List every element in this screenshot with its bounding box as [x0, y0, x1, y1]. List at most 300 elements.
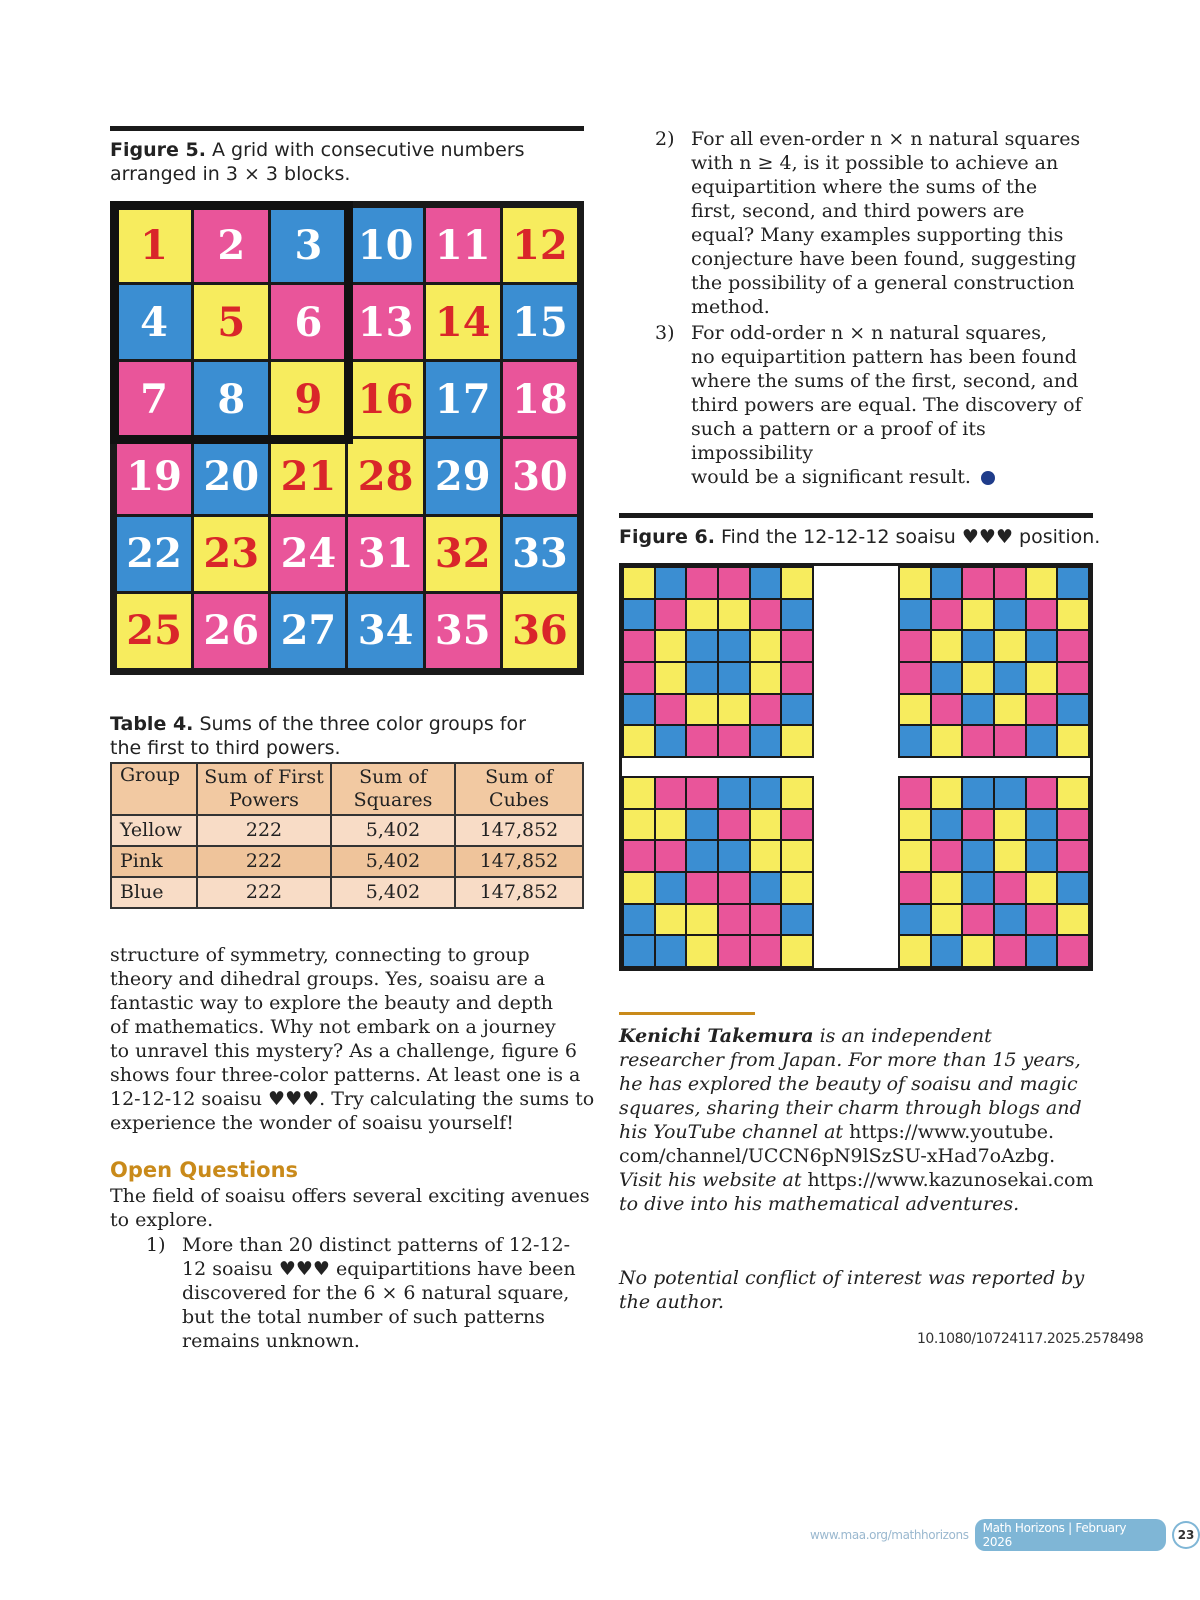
figure6-caption: [619, 525, 1109, 549]
pattern-cell: [687, 841, 717, 871]
pattern-cell: [656, 841, 686, 871]
pattern-cell: [782, 568, 812, 598]
list-item-text: [182, 1233, 576, 1353]
pattern-grid-bottom-left: [622, 776, 814, 968]
pattern-cell: [932, 663, 962, 693]
pattern-cell: [751, 663, 781, 693]
text-line: of mathematics. Why not embark on a journey: [110, 1016, 556, 1038]
pattern-grid-top-right: [898, 566, 1090, 758]
pattern-cell: [900, 873, 930, 903]
text-line: the possibility of a general construction: [691, 272, 1075, 294]
note-text: No potential conflict of interest was reported by: [619, 1267, 1085, 1289]
pattern-cell: [932, 695, 962, 725]
pattern-cell: [751, 841, 781, 871]
grid-cell-34: 34: [348, 594, 422, 668]
footer-journal-badge: Math Horizons | February 2026: [975, 1519, 1167, 1551]
pattern-cell: [687, 726, 717, 756]
pattern-cell: [751, 695, 781, 725]
text-line: structure of symmetry, connecting to group: [110, 944, 530, 966]
grid-cell-19: 19: [117, 439, 191, 513]
pattern-cell: [624, 695, 654, 725]
pattern-cell: [1058, 726, 1088, 756]
website-link[interactable]: https://www.kazunosekai.com: [807, 1169, 1094, 1191]
pattern-cell: [687, 810, 717, 840]
pattern-cell: [719, 905, 749, 935]
text-line: third powers are equal. The discovery of: [691, 394, 1082, 416]
pattern-cell: [995, 905, 1025, 935]
grid-cell-6: 6: [271, 285, 345, 359]
pattern-cell: [687, 600, 717, 630]
pattern-cell: [719, 663, 749, 693]
pattern-cell: [1058, 936, 1088, 966]
pattern-cell: [782, 841, 812, 871]
pattern-cell: [995, 695, 1025, 725]
grid-cell-33: 33: [503, 517, 577, 591]
pattern-cell: [995, 600, 1025, 630]
pattern-cell: [687, 905, 717, 935]
doi-reference[interactable]: 10.1080/10724117.2025.2578498: [917, 1331, 1144, 1347]
list-item-text: [691, 127, 1080, 319]
pattern-cell: [1027, 778, 1057, 808]
table-cell: 222: [197, 846, 331, 877]
table4-header-row: [111, 763, 583, 815]
text-line: [619, 1120, 1119, 1144]
bio-text: to dive into his mathematical adventures.: [619, 1193, 1020, 1215]
text-line: equipartition where the sums of the: [691, 176, 1038, 198]
header-text: Powers: [229, 789, 299, 811]
pattern-cell: [900, 841, 930, 871]
pattern-cell: [656, 631, 686, 661]
pattern-cell: [624, 810, 654, 840]
footer-website-link[interactable]: www.maa.org/mathhorizons: [810, 1528, 969, 1542]
text-line: [619, 1266, 1119, 1290]
pattern-cell: [719, 873, 749, 903]
bio-text: researcher from Japan. For more than 15 years,: [619, 1049, 1081, 1071]
page-footer: [810, 1521, 1200, 1549]
pattern-cell: [963, 841, 993, 871]
pattern-cell: [963, 936, 993, 966]
figure5-caption-line1: A grid with consecutive numbers: [211, 139, 525, 161]
pattern-cell: [656, 695, 686, 725]
text-line: [619, 1192, 1119, 1216]
pattern-cell: [782, 726, 812, 756]
text-line: no equipartition pattern has been found: [691, 346, 1077, 368]
pattern-cell: [995, 778, 1025, 808]
pattern-cell: [1027, 810, 1057, 840]
pattern-cell: [1058, 600, 1088, 630]
table-cell: 147,852: [455, 877, 583, 908]
pattern-cell: [624, 841, 654, 871]
pattern-cell: [624, 663, 654, 693]
pattern-cell: [782, 695, 812, 725]
pattern-cell: [932, 778, 962, 808]
pattern-cell: [1058, 663, 1088, 693]
pattern-cell: [687, 568, 717, 598]
table-cell: 222: [197, 877, 331, 908]
pattern-cell: [1027, 873, 1057, 903]
pattern-cell: [1058, 778, 1088, 808]
text-line: [619, 1072, 1119, 1096]
grid-cell-5: 5: [194, 285, 268, 359]
grid-cell-15: 15: [503, 285, 577, 359]
grid-cell-7: 7: [117, 362, 191, 436]
pattern-cell: [1027, 695, 1057, 725]
table-row: [111, 815, 583, 846]
text-line: For all even-order n × n natural squares: [691, 128, 1081, 150]
pattern-cell: [719, 810, 749, 840]
text-line: [619, 1024, 1119, 1048]
pattern-cell: [624, 726, 654, 756]
text-line: [619, 1096, 1119, 1120]
pattern-cell: [719, 695, 749, 725]
text-line: 12 soaisu ♥♥♥ equipartitions have been: [182, 1258, 576, 1280]
grid-cell-20: 20: [194, 439, 268, 513]
pattern-cell: [995, 810, 1025, 840]
pattern-cell: [963, 726, 993, 756]
pattern-cell: [995, 663, 1025, 693]
grid-cell-2: 2: [194, 208, 268, 282]
pattern-cell: [963, 695, 993, 725]
grid-cell-25: 25: [117, 594, 191, 668]
pattern-cell: [1027, 726, 1057, 756]
pattern-cell: [782, 663, 812, 693]
figure5-caption-line2: arranged in 3 × 3 blocks.: [110, 163, 351, 185]
pattern-cell: [1027, 663, 1057, 693]
pattern-cell: [782, 600, 812, 630]
text-line: [691, 465, 1105, 489]
pattern-cell: [687, 663, 717, 693]
header-text: Sum of First: [204, 766, 324, 788]
pattern-cell: [963, 631, 993, 661]
pattern-cell: [963, 568, 993, 598]
grid-cell-23: 23: [194, 517, 268, 591]
pattern-cell: [1058, 568, 1088, 598]
page-number: 23: [1172, 1521, 1200, 1549]
grid-cell-14: 14: [426, 285, 500, 359]
text-line: More than 20 distinct patterns of 12-12-: [182, 1234, 571, 1256]
pattern-cell: [1058, 631, 1088, 661]
table4-label: Table 4.: [110, 713, 194, 735]
pattern-cell: [1027, 841, 1057, 871]
header-text: Group: [120, 764, 181, 786]
pattern-cell: [656, 810, 686, 840]
grid-cell-36: 36: [503, 594, 577, 668]
pattern-cell: [782, 905, 812, 935]
pattern-cell: [751, 631, 781, 661]
pattern-cell: [719, 600, 749, 630]
grid-cell-27: 27: [271, 594, 345, 668]
pattern-cell: [1058, 841, 1088, 871]
grid-cell-4: 4: [117, 285, 191, 359]
table-cell: 5,402: [331, 877, 455, 908]
table4-header-group: [111, 763, 197, 815]
table4-caption-line2: the first to third powers.: [110, 737, 341, 759]
text-line-end: would be a significant result.: [691, 466, 971, 488]
open-questions-intro: [110, 1184, 600, 1232]
pattern-cell: [932, 631, 962, 661]
pattern-cell: [932, 936, 962, 966]
pattern-cell: [656, 663, 686, 693]
pattern-cell: [1027, 936, 1057, 966]
figure5-top-rule: [110, 126, 584, 131]
text-line: [619, 1048, 1119, 1072]
open-question-3: [655, 321, 1105, 488]
pattern-cell: [932, 810, 962, 840]
text-line: such a pattern or a proof of its impossibility: [691, 418, 986, 464]
pattern-cell: [932, 568, 962, 598]
bio-text: he has explored the beauty of soaisu and magic: [619, 1073, 1078, 1095]
list-number: 3): [655, 322, 675, 344]
note-text: the author.: [619, 1291, 725, 1313]
grid-cell-17: 17: [426, 362, 500, 436]
text-line: [619, 1290, 1119, 1314]
pattern-cell: [963, 600, 993, 630]
table4-sums-table: [110, 762, 584, 909]
pattern-cell: [782, 873, 812, 903]
pattern-cell: [719, 726, 749, 756]
conflict-of-interest-note: [619, 1266, 1119, 1314]
text-line: [619, 1144, 1119, 1168]
header-text: Cubes: [489, 789, 549, 811]
grid-cell-8: 8: [194, 362, 268, 436]
table-cell: 147,852: [455, 846, 583, 877]
text-line: where the sums of the first, second, and: [691, 370, 1079, 392]
pattern-cell: [900, 568, 930, 598]
grid-cell-21: 21: [271, 439, 345, 513]
table-row: [111, 877, 583, 908]
pattern-cell: [900, 663, 930, 693]
grid-cell-11: 11: [426, 208, 500, 282]
pattern-cell: [624, 936, 654, 966]
pattern-cell: [900, 905, 930, 935]
table-cell: Yellow: [111, 815, 197, 846]
open-question-2: [655, 127, 1105, 327]
bio-text: Visit his website at: [619, 1169, 808, 1191]
pattern-cell: [719, 568, 749, 598]
grid-cell-9: 9: [271, 362, 345, 436]
pattern-cell: [995, 568, 1025, 598]
pattern-cell: [1027, 600, 1057, 630]
pattern-cell: [656, 600, 686, 630]
text-line: conjecture have been found, suggesting: [691, 248, 1077, 270]
author-bio: [619, 1024, 1119, 1216]
figure6-top-rule: [619, 513, 1093, 518]
pattern-cell: [719, 778, 749, 808]
list-item-text: [691, 321, 1105, 489]
pattern-cell: [900, 778, 930, 808]
pattern-cell: [656, 778, 686, 808]
pattern-cell: [751, 905, 781, 935]
pattern-cell: [1058, 873, 1088, 903]
grid-cell-16: 16: [348, 362, 422, 436]
pattern-cell: [687, 873, 717, 903]
pattern-cell: [1058, 905, 1088, 935]
text-line: For odd-order n × n natural squares,: [691, 322, 1048, 344]
pattern-cell: [624, 631, 654, 661]
table4-caption: [110, 712, 590, 760]
table4-caption-line1: Sums of the three color groups for: [199, 713, 526, 735]
pattern-cell: [751, 873, 781, 903]
pattern-cell: [687, 631, 717, 661]
figure5-caption: [110, 138, 590, 186]
bio-text: his YouTube channel at: [619, 1121, 850, 1143]
pattern-cell: [1027, 905, 1057, 935]
pattern-cell: [995, 631, 1025, 661]
pattern-cell: [900, 695, 930, 725]
grid-cell-29: 29: [426, 439, 500, 513]
text-line: experience the wonder of soaisu yourself!: [110, 1112, 514, 1134]
list-number: 1): [146, 1234, 166, 1256]
text-line: method.: [691, 296, 770, 318]
text-line: theory and dihedral groups. Yes, soaisu are a: [110, 968, 546, 990]
figure6-caption-text: Find the 12-12-12 soaisu ♥♥♥ position.: [720, 526, 1101, 548]
figure6-label: Figure 6.: [619, 526, 715, 548]
pattern-cell: [624, 905, 654, 935]
text-line: remains unknown.: [182, 1330, 360, 1352]
pattern-cell: [751, 936, 781, 966]
pattern-cell: [719, 936, 749, 966]
header-text: Squares: [353, 789, 433, 811]
text-line: with n ≥ 4, is it possible to achieve an: [691, 152, 1059, 174]
figure5-label: Figure 5.: [110, 139, 206, 161]
grid-cell-12: 12: [503, 208, 577, 282]
pattern-cell: [656, 873, 686, 903]
pattern-cell: [624, 600, 654, 630]
pattern-cell: [995, 726, 1025, 756]
grid-cell-18: 18: [503, 362, 577, 436]
pattern-cell: [656, 726, 686, 756]
pattern-cell: [900, 936, 930, 966]
text-line: equal? Many examples supporting this: [691, 224, 1064, 246]
pattern-cell: [995, 936, 1025, 966]
pattern-cell: [932, 726, 962, 756]
pattern-cell: [719, 841, 749, 871]
table-cell: 222: [197, 815, 331, 846]
pattern-cell: [782, 778, 812, 808]
list-number: 2): [655, 128, 675, 150]
grid-cell-28: 28: [348, 439, 422, 513]
grid-cell-3: 3: [271, 208, 345, 282]
pattern-cell: [751, 568, 781, 598]
table-cell: 5,402: [331, 815, 455, 846]
pattern-cell: [900, 631, 930, 661]
end-of-article-dot-icon: [981, 471, 995, 485]
text-line: The field of soaisu offers several exciting avenues: [110, 1185, 590, 1207]
pattern-cell: [932, 873, 962, 903]
pattern-cell: [963, 778, 993, 808]
table4-header-cubes: [455, 763, 583, 815]
pattern-cell: [782, 810, 812, 840]
header-text: Sum of: [359, 766, 427, 788]
grid-cell-22: 22: [117, 517, 191, 591]
pattern-cell: [900, 726, 930, 756]
pattern-cell: [656, 936, 686, 966]
pattern-cell: [932, 905, 962, 935]
table-row: [111, 846, 583, 877]
pattern-cell: [1027, 568, 1057, 598]
grid-cell-26: 26: [194, 594, 268, 668]
grid-cell-30: 30: [503, 439, 577, 513]
author-name: Kenichi Takemura: [619, 1025, 814, 1047]
pattern-cell: [1027, 631, 1057, 661]
table-cell: 5,402: [331, 846, 455, 877]
pattern-cell: [687, 936, 717, 966]
pattern-cell: [656, 905, 686, 935]
table-cell: Pink: [111, 846, 197, 877]
pattern-grid-bottom-right: [898, 776, 1090, 968]
grid-cell-35: 35: [426, 594, 500, 668]
pattern-cell: [963, 905, 993, 935]
pattern-grid-top-left: [622, 566, 814, 758]
text-line: first, second, and third powers are: [691, 200, 1025, 222]
table4-header-first: [197, 763, 331, 815]
bio-text: squares, sharing their charm through blogs and: [619, 1097, 1082, 1119]
pattern-cell: [1058, 695, 1088, 725]
text-line: discovered for the 6 × 6 natural square,: [182, 1282, 570, 1304]
youtube-link[interactable]: https://www.youtube.: [849, 1121, 1055, 1143]
figure6-pattern-panel: [619, 563, 1093, 971]
bio-separator-rule: [619, 1012, 755, 1015]
text-line: [619, 1168, 1119, 1192]
left-body-paragraph: [110, 943, 600, 1135]
pattern-cell: [995, 841, 1025, 871]
pattern-cell: [751, 600, 781, 630]
pattern-cell: [687, 695, 717, 725]
pattern-cell: [656, 568, 686, 598]
pattern-cell: [995, 873, 1025, 903]
table-cell: 147,852: [455, 815, 583, 846]
figure5-number-grid: [110, 201, 584, 675]
table-cell: Blue: [111, 877, 197, 908]
grid-cell-24: 24: [271, 517, 345, 591]
open-question-1: [146, 1233, 586, 1363]
youtube-link-cont[interactable]: com/channel/UCCN6pN9lSzSU-xHad7oAzbg.: [619, 1145, 1056, 1167]
pattern-cell: [1058, 810, 1088, 840]
table4-header-squares: [331, 763, 455, 815]
pattern-cell: [751, 778, 781, 808]
pattern-cell: [963, 873, 993, 903]
text-line: 12-12-12 soaisu ♥♥♥. Try calculating the sums to: [110, 1088, 595, 1110]
grid-cell-10: 10: [348, 208, 422, 282]
pattern-cell: [963, 663, 993, 693]
pattern-cell: [719, 631, 749, 661]
pattern-cell: [900, 810, 930, 840]
bio-text: is an independent: [813, 1025, 992, 1047]
pattern-cell: [782, 631, 812, 661]
pattern-cell: [751, 810, 781, 840]
pattern-cell: [963, 810, 993, 840]
grid-cell-32: 32: [426, 517, 500, 591]
pattern-cell: [782, 936, 812, 966]
pattern-cell: [932, 841, 962, 871]
text-line: shows four three-color patterns. At least one is a: [110, 1064, 581, 1086]
grid-cell-31: 31: [348, 517, 422, 591]
pattern-cell: [687, 778, 717, 808]
pattern-cell: [900, 600, 930, 630]
header-text: Sum of: [485, 766, 553, 788]
text-line: to unravel this mystery? As a challenge, figure 6: [110, 1040, 577, 1062]
pattern-cell: [624, 873, 654, 903]
grid-cell-13: 13: [348, 285, 422, 359]
grid-cell-1: 1: [117, 208, 191, 282]
open-questions-heading: Open Questions: [110, 1158, 299, 1182]
pattern-cell: [932, 600, 962, 630]
pattern-cell: [624, 778, 654, 808]
text-line: fantastic way to explore the beauty and depth: [110, 992, 553, 1014]
text-line: to explore.: [110, 1209, 214, 1231]
pattern-cell: [624, 568, 654, 598]
text-line: but the total number of such patterns: [182, 1306, 545, 1328]
